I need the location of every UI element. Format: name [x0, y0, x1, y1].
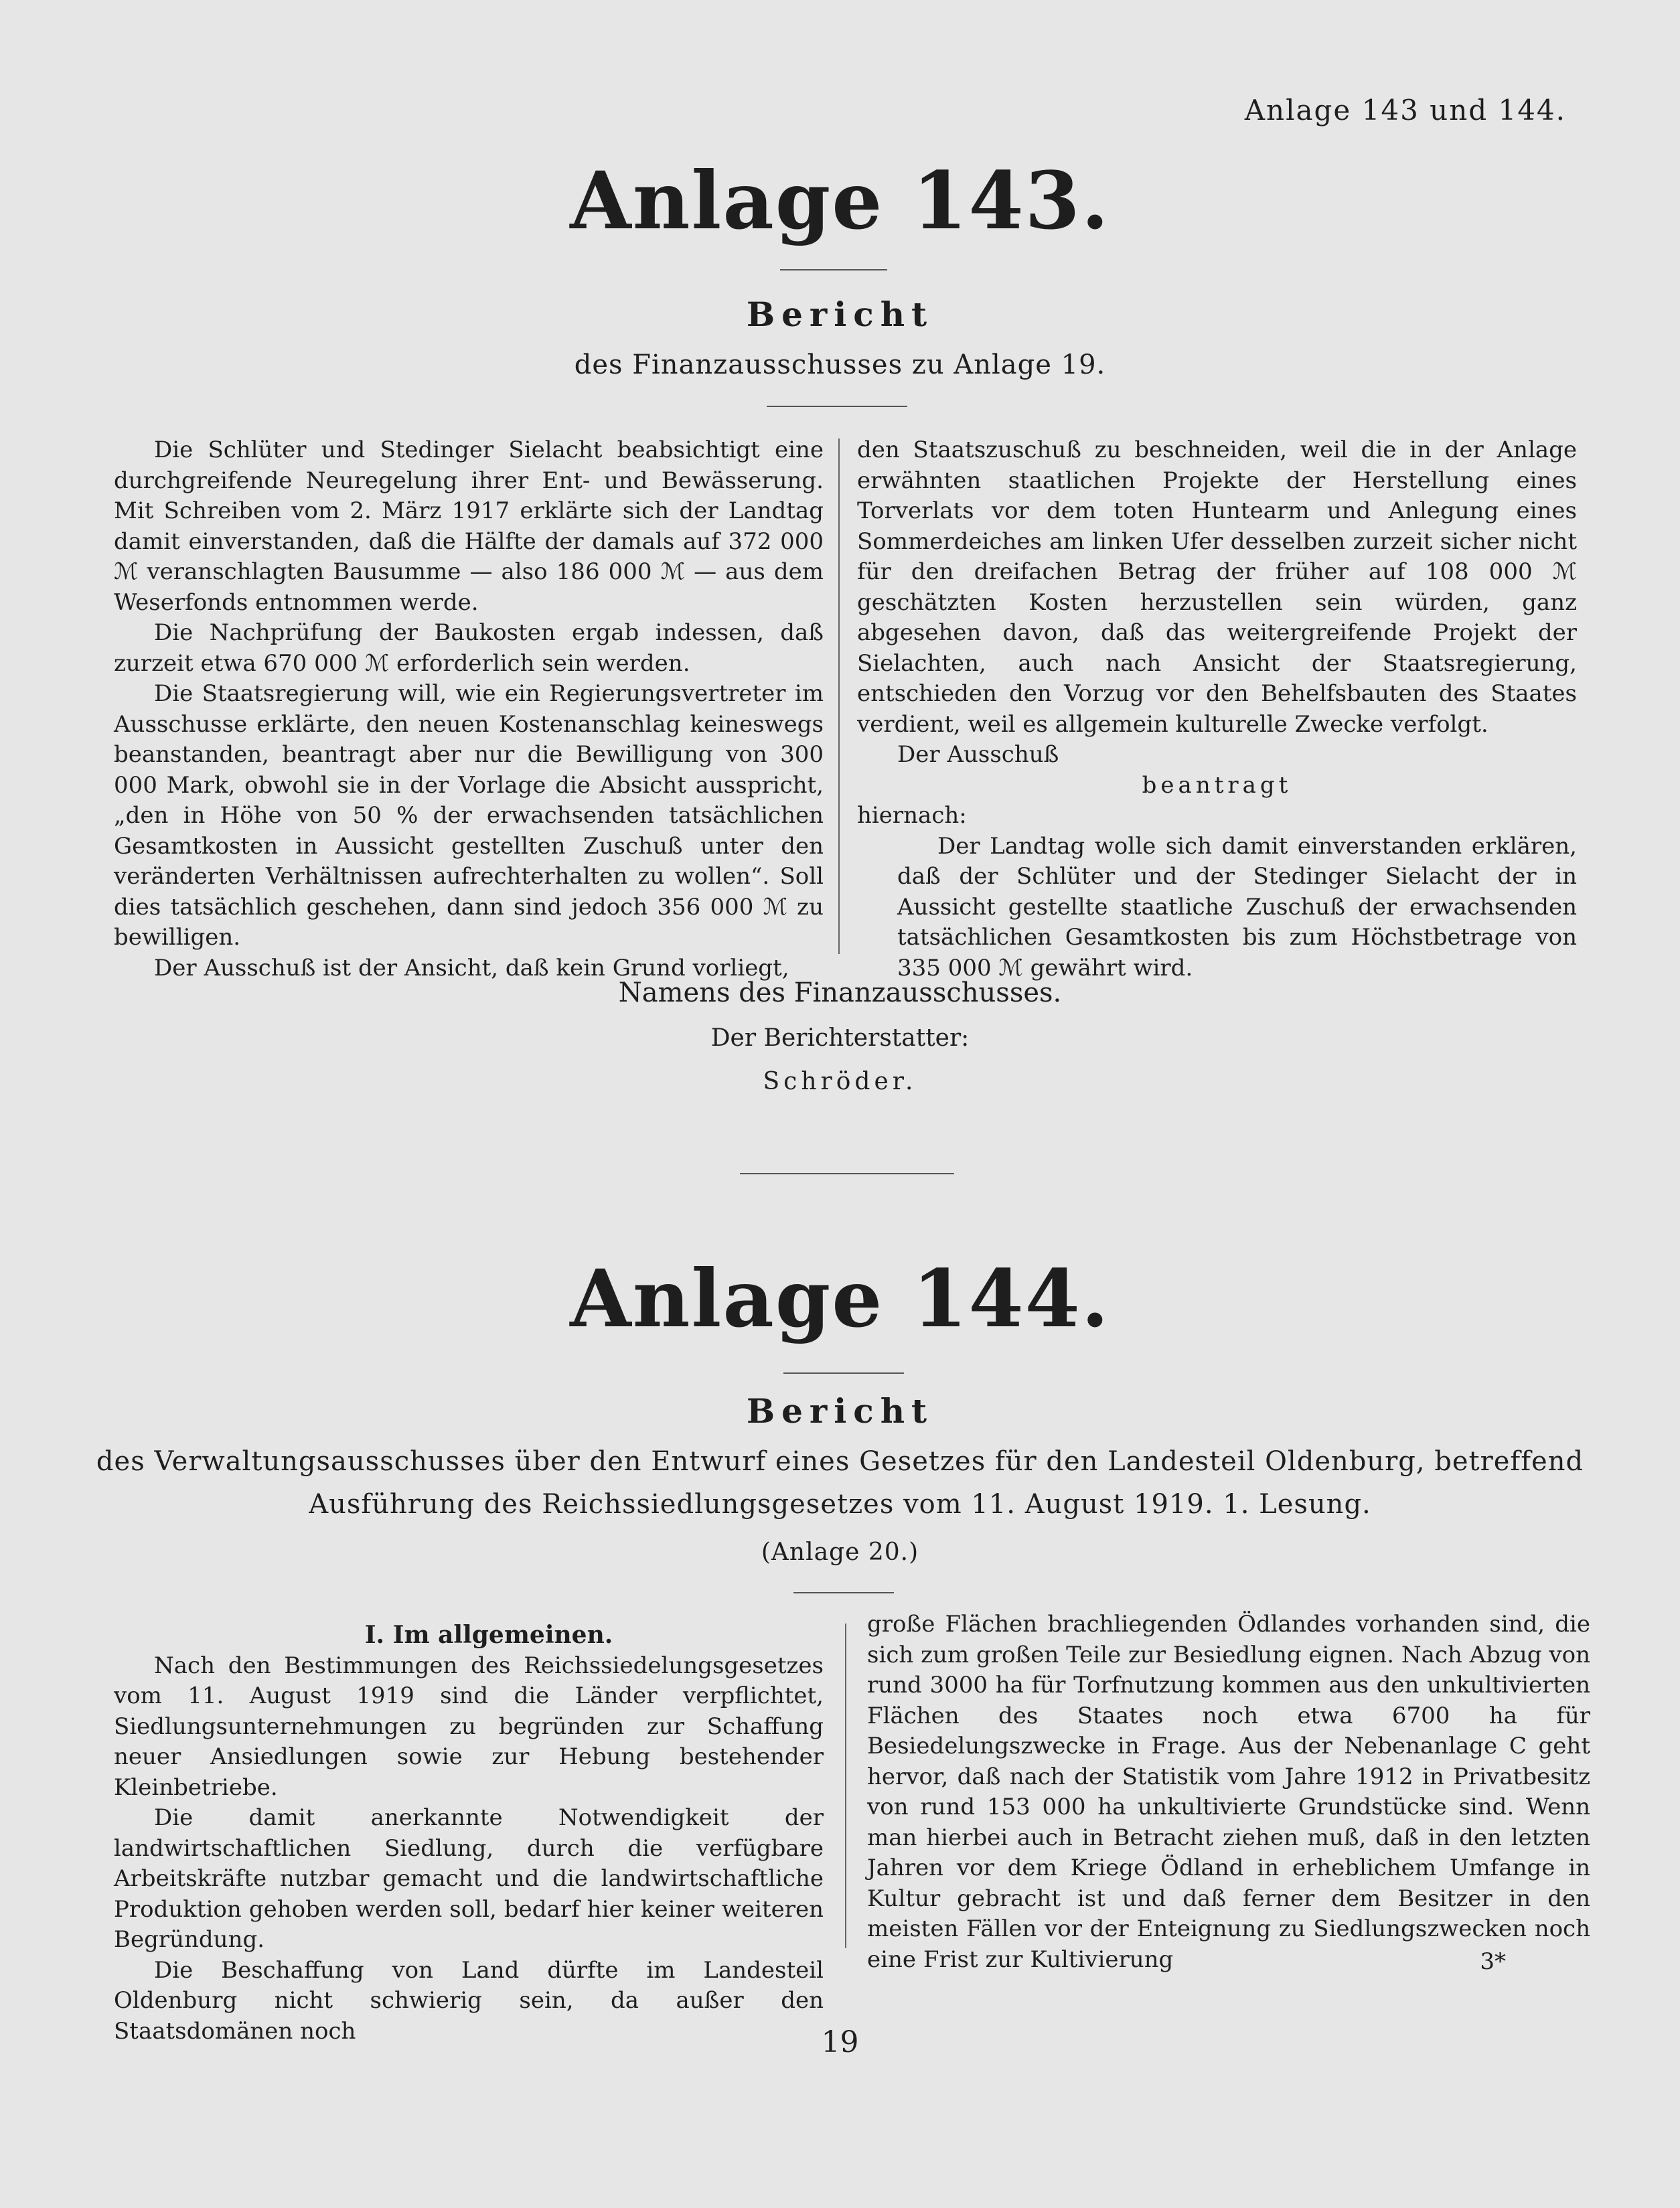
paragraph: Die Nachprüfung der Baukosten ergab indessen, daß zurzeit etwa 670 000 ℳ erforderlich sein werden.: [114, 619, 824, 677]
anlage-143-title: Anlage 143.: [570, 154, 1110, 247]
anlage-144-subline-3: (Anlage 20.): [761, 1539, 919, 1566]
column-divider: [838, 439, 840, 954]
signature-mark: 3*: [1480, 1948, 1506, 1975]
section-separator: [740, 1173, 954, 1174]
paragraph: Der Ausschuß ist der Ansicht, daß kein Grund vorliegt,: [154, 954, 789, 981]
section-heading: I. Im allgemeinen.: [364, 1621, 613, 1649]
anlage-144-left-column: [114, 1620, 824, 2047]
signature-committee: Namens des Finanzausschusses.: [618, 977, 1062, 1008]
title-rule: [783, 1372, 904, 1374]
paragraph: Der Ausschuß: [897, 741, 1059, 768]
paragraph: große Flächen brachliegenden Ödlandes vorhanden sind, die sich zum großen Teile zur Besiedlung eignen. Nach Abzug von rund 3000 ha für Torfnutzung kommen aus den unkultivierten Flächen des Staates noch etwa 6700 ha für Besiedelungszwecke in Frage. Aus der Nebenanlage C geht hervor, daß nach der Statistik vom Jahre 1912 in Privatbesitz von rund 153 000 ha unkultivierte Grundstücke sind. Wenn man hierbei auch in Betracht ziehen muß, daß in den letzten Jahren vor dem Kriege Ödland in erheblichem Umfange in Kultur gebracht ist und daß ferner dem Besitzer in den meisten Fällen vor der Enteignung zu Siedlungszwecken noch eine Frist zur Kultivierung: [867, 1611, 1590, 1973]
beantragt-label: beantragt: [1142, 771, 1292, 799]
paragraph: Die Schlüter und Stedinger Sielacht beabsichtigt eine durchgreifende Neuregelung ihrer Ent- und Bewässerung. Mit Schreiben vom 2. März 1917 erklärte sich der Landtag damit einverstanden, daß die Hälfte der damals auf 372 000 ℳ veranschlagten Bausumme — also 186 000 ℳ — aus dem Weserfonds entnommen werde.: [114, 437, 824, 616]
anlage-144-subtitle: Bericht: [746, 1391, 934, 1431]
paragraph: Die Beschaffung von Land dürfte im Landesteil Oldenburg nicht schwierig sein, da außer den Staatsdomänen noch: [114, 1956, 824, 2045]
anlage-143-right-column: [857, 435, 1577, 983]
anlage-144-subline-1: des Verwaltungsausschusses über den Entwurf eines Gesetzes für den Landesteil Oldenburg, betreffend: [96, 1446, 1584, 1477]
motion-text: Der Landtag wolle sich damit einverstanden erklären, daß der Schlüter und der Stedinger Sielacht der in Aussicht gestellte staatliche Zuschuß der erwachsenden tatsächlichen Gesamtkosten bis zum Höchstbetrage von 335 000 ℳ gewährt wird.: [897, 832, 1577, 981]
anlage-144-right-column: [867, 1609, 1590, 1975]
column-divider: [845, 1624, 846, 1948]
signature-rapporteur-label: Der Berichterstatter:: [710, 1024, 970, 1052]
page-number: 19: [821, 2025, 859, 2059]
anlage-144-subline-2: Ausführung des Reichssiedlungsgesetzes vom 11. August 1919. 1. Lesung.: [309, 1489, 1371, 1520]
anlage-143-subtitle: Bericht: [746, 295, 934, 334]
anlage-143-left-column: [114, 435, 824, 983]
subtitle-rule: [793, 1592, 894, 1593]
title-rule: [780, 269, 887, 270]
paragraph: hiernach:: [857, 802, 967, 829]
running-header: Anlage 143 und 144.: [1244, 94, 1566, 127]
anlage-143-subline: des Finanzausschusses zu Anlage 19.: [574, 349, 1106, 380]
paragraph: Nach den Bestimmungen des Reichssiedelungsgesetzes vom 11. August 1919 sind die Länder verpflichtet, Siedlungsunternehmungen zu begründen zur Schaffung neuer Ansiedlungen sowie zur Hebung bestehender Kleinbetriebe.: [114, 1652, 824, 1801]
paragraph: Die Staatsregierung will, wie ein Regierungsvertreter im Ausschusse erklärte, den neuen Kostenanschlag keineswegs beanstanden, beantragt aber nur die Bewilligung von 300 000 Mark, obwohl sie in der Vorlage die Absicht ausspricht, „den in Höhe von 50 % der erwachsenden tatsächlichen Gesamtkosten in Aussicht gestellten Zuschuß unter den veränderten Verhältnissen aufrechterhalten zu wollen“. Soll dies tatsächlich geschehen, dann sind jedoch 356 000 ℳ zu bewilligen.: [114, 680, 824, 951]
anlage-144-title: Anlage 144.: [570, 1252, 1110, 1345]
signature-name: Schröder.: [763, 1068, 917, 1095]
paragraph: Die damit anerkannte Notwendigkeit der landwirtschaftlichen Siedlung, durch die verfügbare Arbeitskräfte nutzbar gemacht und die landwirtschaftliche Produktion gehoben werden soll, bedarf hier keiner weiteren Begründung.: [114, 1804, 824, 1953]
paragraph: den Staatszuschuß zu beschneiden, weil die in der Anlage erwähnten staatlichen Projekte der Herstellung eines Torverlats vor dem toten Huntearm und Anlegung eines Sommerdeiches am linken Ufer desselben zurzeit sicher nicht für den dreifachen Betrag der früher auf 108 000 ℳ geschätzten Kosten herzustellen sein würden, ganz abgesehen davon, daß das weitergreifende Projekt der Sielachten, auch nach Ansicht der Staatsregierung, entschieden den Vorzug vor den Behelfsbauten des Staates verdient, weil es allgemein kulturelle Zwecke verfolgt.: [857, 437, 1577, 738]
subtitle-rule: [767, 406, 907, 407]
